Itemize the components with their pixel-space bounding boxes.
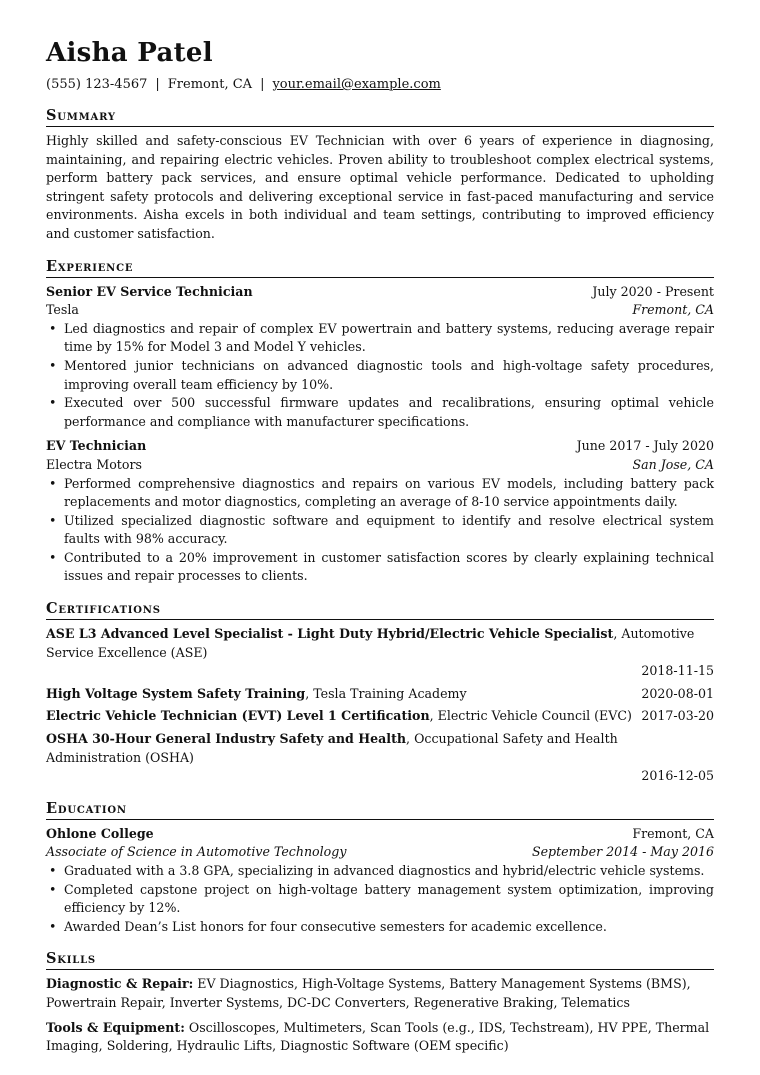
cert-date: 2020-08-01	[641, 685, 714, 701]
bullet-item: • Contributed to a 20% improvement in customer satisfaction scores by clearly explaining technical issues and repair processes to clients.	[64, 549, 714, 586]
location: Fremont, CA	[167, 77, 253, 92]
skills-list	[46, 975, 714, 1055]
bullet-item: • Led diagnostics and repair of complex EV powertrain and battery systems, reducing average repair time by 15% for Model 3 and Model Y vehicles.	[64, 320, 714, 357]
education-heading: Education	[46, 799, 714, 820]
certification-item: OSHA 30-Hour General Industry Safety and Health, Occupational Safety and Health Administration (OSHA) 2016-12-05	[46, 730, 714, 786]
job-company: Electra Motors	[46, 456, 142, 472]
cert-name: High Voltage System Safety Training	[46, 685, 306, 701]
skill-items: EV Diagnostics, High-Voltage Systems, Battery Management Systems (BMS), Powertrain Repair, Inverter Systems, DC-DC Converters, Regenerative Braking, Telematics	[46, 976, 691, 1010]
education-bullets	[46, 862, 714, 936]
contact-line	[46, 77, 714, 93]
job-role: EV Technician	[46, 438, 147, 454]
separator: |	[260, 77, 265, 92]
phone: (555) 123-4567	[46, 77, 148, 92]
experience-list	[46, 283, 714, 587]
cert-date: 2016-12-05	[641, 768, 714, 784]
skill-items: Oscilloscopes, Multimeters, Scan Tools (e.g., IDS, Techstream), HV PPE, Thermal Imaging, Soldering, Hydraulic Lifts, Diagnostic Software (OEM specific)	[46, 1019, 710, 1054]
job-entry	[46, 437, 714, 586]
bullet-item: • Awarded Dean’s List honors for four consecutive semesters for academic excellence.	[64, 918, 714, 937]
skill-label: Tools & Equipment:	[46, 1019, 185, 1035]
skill-group	[46, 975, 714, 1012]
bullet-item: • Completed capstone project on high-voltage battery management system optimization, improving efficiency by 12%.	[64, 881, 714, 918]
summary-heading: Summary	[46, 106, 714, 127]
certification-item: ASE L3 Advanced Level Specialist - Light Duty Hybrid/Electric Vehicle Specialist, Automotive Service Excellence (ASE) 2018-11-15	[46, 625, 714, 681]
certification-item: High Voltage System Safety Training, Tesla Training Academy 2020-08-01	[46, 685, 714, 704]
job-role: Senior EV Service Technician	[46, 283, 253, 299]
skill-label: Diagnostic & Repair:	[46, 976, 194, 992]
job-entry	[46, 283, 714, 432]
bullet-item: • Graduated with a 3.8 GPA, specializing in advanced diagnostics and hybrid/electric vehicle systems.	[64, 862, 714, 881]
cert-name: OSHA 30-Hour General Industry Safety and Health	[46, 731, 407, 747]
separator: |	[155, 77, 160, 92]
certifications-heading: Certifications	[46, 599, 714, 620]
cert-date: 2018-11-15	[641, 663, 714, 679]
cert-name: ASE L3 Advanced Level Specialist - Light Duty Hybrid/Electric Vehicle Specialist	[46, 626, 614, 642]
cert-issuer: Occupational Safety and Health Administration (OSHA)	[46, 731, 618, 765]
certification-list	[46, 625, 714, 786]
skills-heading: Skills	[46, 949, 714, 970]
bullet-item: • Performed comprehensive diagnostics and repairs on various EV models, including battery pack replacements and motor diagnostics, completing an average of 8-10 service appointments daily.	[64, 475, 714, 512]
bullet-item: • Utilized specialized diagnostic software and equipment to identify and resolve electrical system faults with 98% accuracy.	[64, 512, 714, 549]
email-link[interactable]: your.email@example.com	[272, 77, 441, 92]
certification-item: Electric Vehicle Technician (EVT) Level 1 Certification, Electric Vehicle Council (EVC) 2017-03-20	[46, 707, 714, 726]
job-dates: July 2020 - Present	[592, 283, 714, 299]
job-dates: June 2017 - July 2020	[576, 438, 714, 454]
degree: Associate of Science in Automotive Technology	[46, 844, 347, 860]
job-bullets	[46, 475, 714, 587]
job-bullets	[46, 320, 714, 432]
school-name: Ohlone College	[46, 825, 154, 841]
skill-group	[46, 1019, 714, 1056]
cert-issuer: Tesla Training Academy	[313, 685, 467, 701]
summary-text: Highly skilled and safety-conscious EV Technician with over 6 years of experience in diagnosing, maintaining, and repairing electric vehicles. Proven ability to troubleshoot complex electrical systems, perform battery pack services, and ensure optimal vehicle performance. Dedicated to upholding stringent safety protocols and delivering exceptional service in fast-paced manufacturing and service environments. Aisha excels in both individual and team settings, contributing to improved efficiency and customer satisfaction.	[46, 133, 714, 241]
cert-date: 2017-03-20	[641, 708, 714, 724]
job-location: San Jose, CA	[632, 456, 714, 472]
job-location: Fremont, CA	[632, 302, 714, 318]
cert-name: Electric Vehicle Technician (EVT) Level 1 Certification	[46, 708, 430, 724]
education-dates: September 2014 - May 2016	[531, 844, 714, 860]
job-company: Tesla	[46, 302, 79, 318]
school-location: Fremont, CA	[632, 825, 714, 841]
candidate-name: Aisha Patel	[46, 38, 213, 68]
bullet-item: • Executed over 500 successful firmware updates and recalibrations, ensuring optimal vehicle performance and compliance with manufacturer specifications.	[64, 394, 714, 431]
bullet-item: • Mentored junior technicians on advanced diagnostic tools and high-voltage safety procedures, improving overall team efficiency by 10%.	[64, 357, 714, 394]
cert-issuer: Electric Vehicle Council (EVC)	[437, 708, 632, 724]
cert-issuer: Automotive Service Excellence (ASE)	[46, 626, 695, 660]
education-entry	[46, 825, 714, 937]
experience-heading: Experience	[46, 257, 714, 278]
